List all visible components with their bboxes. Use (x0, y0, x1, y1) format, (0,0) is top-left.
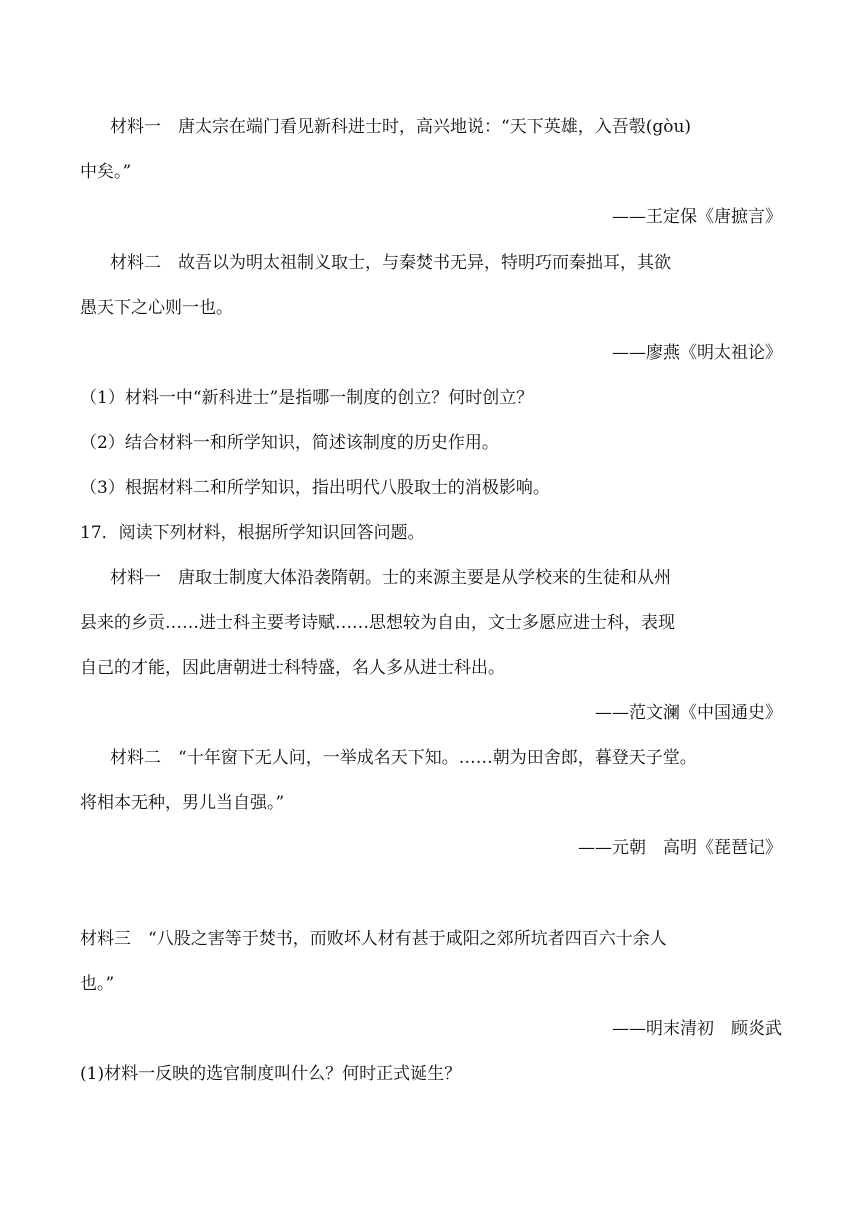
q17-material-1-source: ——范文澜《中国通史》 (595, 703, 782, 723)
q17-heading: 17．阅读下列材料，根据所学知识回答问题。 (80, 523, 425, 543)
q16-material-1-line-2: 中矣。” (80, 162, 132, 182)
q16-material-2-line-2: 愚天下之心则一也。 (80, 298, 233, 318)
q17-material-1-line-3: 自己的才能，因此唐朝进士科特盛，名人多从进士科出。 (80, 658, 505, 678)
q16-question-3: （3）根据材料二和所学知识，指出明代八股取士的消极影响。 (80, 478, 550, 498)
q17-material-3-source: ——明末清初 顾炎武 (612, 1019, 782, 1039)
q17-material-1-line-2: 县来的乡贡……进士科主要考诗赋……思想较为自由，文士多愿应进士科，表现 (80, 613, 675, 633)
q17-material-2-source: ——元朝 高明《琵琶记》 (578, 838, 782, 858)
q17-material-2-line-1: 材料二 “十年窗下无人问，一举成名天下知。……朝为田舍郎，暮登天子堂。 (110, 748, 697, 768)
q17-material-3-line-2: 也。” (80, 974, 115, 994)
q17-material-1-line-1: 材料一 唐取士制度大体沿袭隋朝。士的来源主要是从学校来的生徒和从州 (110, 568, 671, 588)
q16-material-2-source: ——廖燕《明太祖论》 (612, 343, 782, 363)
q16-material-2-line-1: 材料二 故吾以为明太祖制义取士，与秦焚书无异，特明巧而秦拙耳，其欲 (110, 253, 671, 273)
q17-material-3-line-1: 材料三 “八股之害等于焚书，而败坏人材有甚于咸阳之郊所坑者四百六十余人 (80, 929, 667, 949)
q16-material-1-line-1: 材料一 唐太宗在端门看见新科进士时，高兴地说：“天下英雄，入吾彀(gòu) (110, 117, 692, 137)
q16-question-2: （2）结合材料一和所学知识，简述该制度的历史作用。 (80, 433, 499, 453)
q17-material-2-line-2: 将相本无种，男儿当自强。” (80, 793, 285, 813)
q16-question-1: （1）材料一中“新科进士”是指哪一制度的创立？何时创立？ (80, 388, 534, 408)
q16-material-1-source: ——王定保《唐摭言》 (612, 207, 782, 227)
q17-question-1: (1)材料一反映的选官制度叫什么？何时正式诞生？ (80, 1064, 462, 1084)
